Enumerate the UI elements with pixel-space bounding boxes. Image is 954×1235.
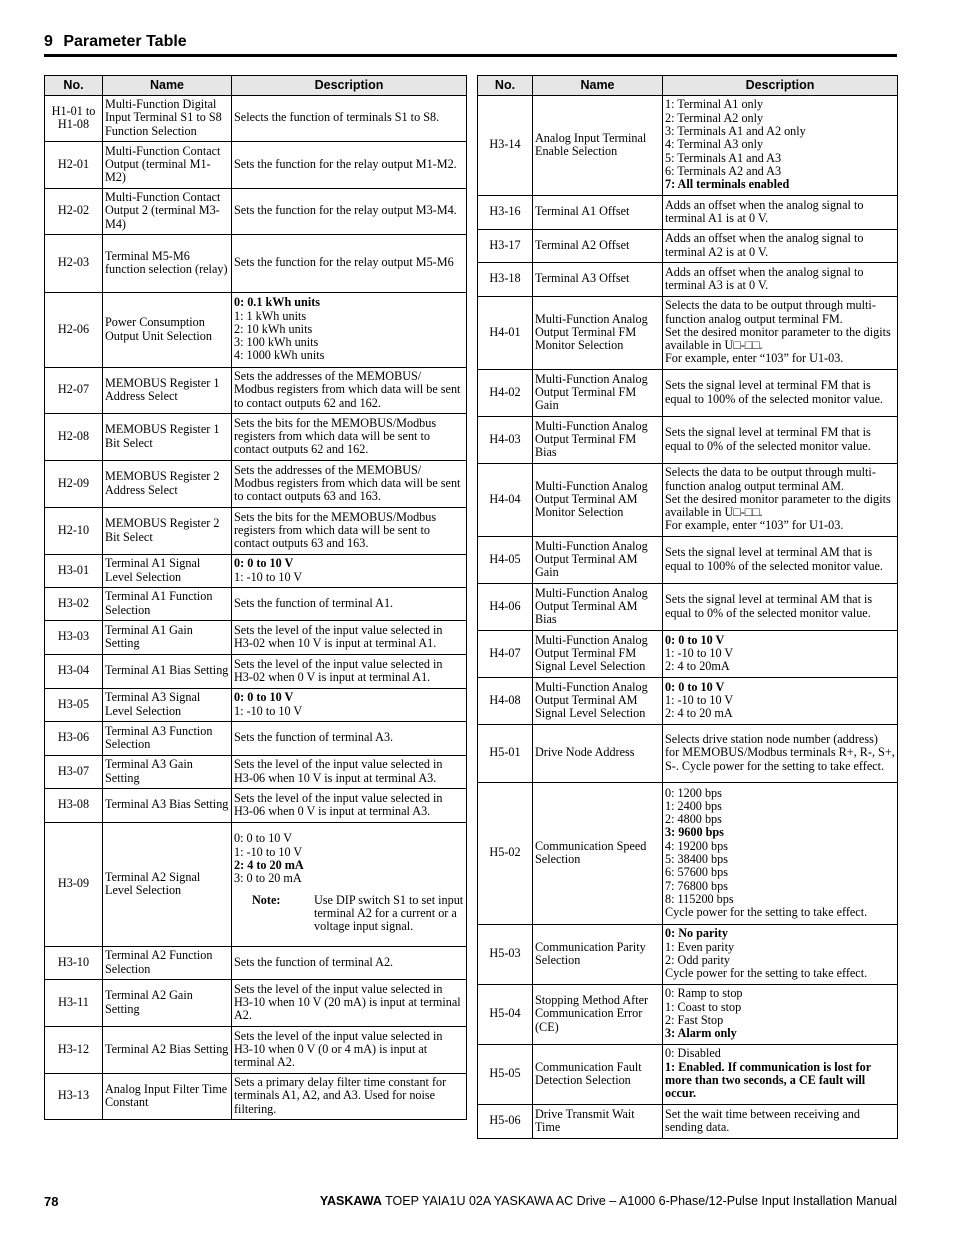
parameter-description (663, 297, 898, 370)
table-row (45, 508, 467, 555)
description-line: Set the desired monitor parameter to the digits available in U□-□□. (665, 491, 891, 520)
description-line: Set the wait time between receiving and sending data. (665, 1106, 860, 1134)
parameter-description (663, 1105, 898, 1139)
parameter-name: Multi-Function Analog Output Terminal AM Signal Level Selection (533, 678, 663, 725)
parameter-name: Terminal A1 Offset (533, 196, 663, 230)
table-row (478, 263, 898, 297)
description-line: Sets the signal level at terminal FM that is equal to 100% of the selected monitor value. (665, 378, 883, 406)
parameter-name: MEMOBUS Register 1 Address Select (103, 368, 232, 414)
parameter-number: H4-07 (478, 631, 533, 678)
description-line: Sets the level of the input value selected in H3-02 when 0 V is input at terminal A1. (234, 656, 443, 684)
description-line: 0: 0 to 10 V (234, 556, 294, 571)
description-line: Sets the function of terminal A1. (234, 595, 394, 610)
parameter-number: H3-03 (45, 621, 103, 655)
parameter-number: H3-08 (45, 789, 103, 823)
description-line: 1: -10 to 10 V (234, 844, 303, 859)
description-line: 0: 0 to 10 V (665, 679, 725, 694)
parameter-name: Multi-Function Analog Output Terminal FM Monitor Selection (533, 297, 663, 370)
parameter-name: MEMOBUS Register 2 Address Select (103, 461, 232, 508)
description-line: 1: -10 to 10 V (665, 692, 734, 707)
description-line: 2: Odd parity (665, 953, 730, 967)
parameter-number: H3-18 (478, 263, 533, 297)
parameter-name: Communication Parity Selection (533, 925, 663, 985)
parameter-description (232, 508, 467, 555)
description-line: 5: Terminals A1 and A3 (665, 150, 782, 165)
table-row (45, 1027, 467, 1074)
description-line: 1: 1 kWh units (234, 308, 307, 323)
description-line: Selects the data to be output through multi-function analog output terminal AM. (665, 465, 876, 493)
table-row (478, 1105, 898, 1139)
parameter-description (232, 189, 467, 235)
table-row (45, 189, 467, 235)
description-line: 3: 9600 bps (665, 825, 724, 840)
table-row (478, 725, 898, 783)
parameter-name: Terminal A3 Offset (533, 263, 663, 297)
description-line: Sets the level of the input value selected in H3-06 when 10 V is input at terminal A3. (234, 757, 443, 785)
description-line: Sets the level of the input value selected in H3-10 when 10 V (20 mA) is input at terminal A2. (234, 981, 461, 1023)
parameter-description (663, 678, 898, 725)
table-header-row (45, 76, 467, 96)
parameter-name: Terminal A2 Bias Setting (103, 1027, 232, 1074)
parameter-description (663, 1045, 898, 1105)
parameter-description (663, 370, 898, 417)
description-line: Sets the function for the relay output M5-M6 (234, 255, 454, 270)
description-line: Selects drive station node number (address) for MEMOBUS/Modbus terminals R+, R-, S+, S-. Cycle power for the setting to take effect. (665, 732, 895, 773)
column-header-name: Name (103, 76, 232, 96)
table-row (45, 588, 467, 621)
parameter-description (232, 588, 467, 621)
parameter-name: Analog Input Terminal Enable Selection (533, 96, 663, 196)
parameter-number: H2-01 (45, 142, 103, 189)
parameter-name: Multi-Function Analog Output Terminal AM Gain (533, 537, 663, 584)
table-row (45, 980, 467, 1027)
description-line: Adds an offset when the analog signal to terminal A2 is at 0 V. (665, 231, 864, 259)
description-line: 1: -10 to 10 V (234, 703, 303, 718)
description-line: Cycle power for the setting to take effect. (665, 905, 868, 920)
description-line: 2: 4 to 20mA (665, 659, 730, 674)
description-line: 2: 4800 bps (665, 812, 722, 827)
description-line: 0: 0 to 10 V (234, 831, 293, 846)
section-number: 9 (44, 33, 53, 50)
parameter-description (663, 631, 898, 678)
parameter-number: H5-05 (478, 1045, 533, 1105)
table-row (45, 555, 467, 588)
parameter-number: H5-01 (478, 725, 533, 783)
description-line: 0: 1200 bps (665, 785, 722, 800)
description-line: 2: 10 kWh units (234, 321, 313, 336)
description-line: Sets the function of terminal A2. (234, 954, 394, 969)
parameter-description (232, 235, 467, 293)
parameter-number: H3-14 (478, 96, 533, 196)
parameter-name: MEMOBUS Register 1 Bit Select (103, 414, 232, 461)
description-line: 2: 4 to 20 mA (234, 858, 304, 873)
table-row (45, 947, 467, 980)
parameter-number: H3-10 (45, 947, 103, 980)
parameter-number: H3-05 (45, 689, 103, 722)
parameter-number: H4-04 (478, 464, 533, 537)
description-line: 0: No parity (665, 926, 728, 941)
description-line: 1: -10 to 10 V (665, 645, 734, 660)
description-line: Sets the signal level at terminal AM that is equal to 0% of the selected monitor value. (665, 592, 873, 620)
parameter-name: Drive Node Address (533, 725, 663, 783)
parameter-description (232, 293, 467, 368)
description-line: 8: 115200 bps (665, 891, 734, 906)
description-line: 1: Enabled. If communication is lost for more than two seconds, a CE fault will occur. (665, 1059, 871, 1101)
parameter-number: H4-08 (478, 678, 533, 725)
parameter-description (663, 230, 898, 263)
parameter-number: H4-02 (478, 370, 533, 417)
parameter-description (663, 584, 898, 631)
parameter-description (232, 368, 467, 414)
parameter-name: Terminal A3 Function Selection (103, 722, 232, 756)
parameter-number: H5-03 (478, 925, 533, 985)
parameter-description (232, 555, 467, 588)
parameter-number: H3-07 (45, 756, 103, 789)
parameter-description (232, 722, 467, 756)
description-line: 2: Terminal A2 only (665, 110, 764, 125)
table-header-row (478, 76, 898, 96)
description-line: For example, enter “103” for U1-03. (665, 518, 844, 533)
description-line: Sets the function for the relay output M3-M4. (234, 203, 457, 218)
parameter-description (232, 461, 467, 508)
parameter-name: Multi-Function Contact Output 2 (terminal M3-M4) (103, 189, 232, 235)
table-row (478, 297, 898, 370)
table-row (478, 537, 898, 584)
parameter-name: Power Consumption Output Unit Selection (103, 293, 232, 368)
section-header (44, 33, 187, 51)
table-row (478, 678, 898, 725)
parameter-name: Multi-Function Analog Output Terminal FM Signal Level Selection (533, 631, 663, 678)
parameter-description (232, 756, 467, 789)
parameter-number: H2-06 (45, 293, 103, 368)
parameter-number: H3-06 (45, 722, 103, 756)
parameter-name: Terminal A1 Function Selection (103, 588, 232, 621)
parameter-name: Terminal A3 Signal Level Selection (103, 689, 232, 722)
column-header-description: Description (663, 76, 898, 96)
column-header-name: Name (533, 76, 663, 96)
description-line: 0: 0 to 10 V (234, 690, 294, 705)
description-line: 3: 100 kWh units (234, 335, 319, 350)
description-line: Set the desired monitor parameter to the digits available in U□-□□. (665, 324, 891, 353)
note (252, 894, 464, 934)
parameter-name: Terminal A1 Signal Level Selection (103, 555, 232, 588)
parameter-number: H4-01 (478, 297, 533, 370)
parameter-name: Analog Input Filter Time Constant (103, 1074, 232, 1120)
parameter-name: Multi-Function Analog Output Terminal AM Monitor Selection (533, 464, 663, 537)
description-line: Adds an offset when the analog signal to terminal A1 is at 0 V. (665, 197, 864, 225)
page-number: 78 (44, 1194, 59, 1209)
parameter-number: H3-09 (45, 823, 103, 947)
column-header-no: No. (45, 76, 103, 96)
parameter-name: Terminal A3 Bias Setting (103, 789, 232, 823)
description-line: Sets the signal level at terminal FM that is equal to 0% of the selected monitor value. (665, 425, 871, 453)
table-row (478, 196, 898, 230)
table-row (45, 789, 467, 823)
table-row (45, 722, 467, 756)
description-line: Sets the bits for the MEMOBUS/Modbus registers from which data will be sent to contact outputs 62 and 162. (234, 415, 437, 457)
description-line: 0: Disabled (665, 1046, 721, 1061)
description-line: Sets the signal level at terminal AM that is equal to 100% of the selected monitor value. (665, 545, 883, 573)
parameter-name: Terminal A3 Gain Setting (103, 756, 232, 789)
parameter-name: Communication Fault Detection Selection (533, 1045, 663, 1105)
table-row (478, 370, 898, 417)
parameter-description (663, 417, 898, 464)
description-line: Adds an offset when the analog signal to terminal A3 is at 0 V. (665, 264, 864, 292)
footer-title: TOEP YAIA1U 02A YASKAWA AC Drive – A1000 6-Phase/12-Pulse Input Installation Manual (385, 1194, 897, 1208)
table-row (45, 655, 467, 689)
table-row (45, 461, 467, 508)
parameter-number: H5-04 (478, 985, 533, 1045)
description-line: 4: 19200 bps (665, 838, 728, 853)
description-line: Sets the addresses of the MEMOBUS/ Modbus registers from which data will be sent to contact outputs 62 and 162. (234, 369, 461, 410)
table-row (478, 631, 898, 678)
parameter-name: Drive Transmit Wait Time (533, 1105, 663, 1139)
parameter-name: Terminal A2 Offset (533, 230, 663, 263)
description-line: 7: 76800 bps (665, 878, 728, 893)
parameter-description (232, 947, 467, 980)
description-line: Selects the data to be output through multi-function analog output terminal FM. (665, 298, 876, 326)
header-rule (44, 54, 897, 57)
parameter-description (232, 1027, 467, 1074)
table-row (478, 925, 898, 985)
description-line: 0: Ramp to stop (665, 986, 743, 1001)
table-row (478, 464, 898, 537)
description-line: 3: Terminals A1 and A2 only (665, 124, 806, 139)
section-title: Parameter Table (63, 33, 187, 50)
table-row (45, 823, 467, 947)
description-line: 1: Coast to stop (665, 999, 742, 1014)
description-line: Sets the function of terminal A3. (234, 730, 394, 745)
parameter-number: H3-13 (45, 1074, 103, 1120)
parameter-name: Terminal A1 Bias Setting (103, 655, 232, 689)
parameter-number: H2-03 (45, 235, 103, 293)
description-line: 5: 38400 bps (665, 852, 728, 866)
table-row (45, 1074, 467, 1120)
parameter-number: H4-03 (478, 417, 533, 464)
table-row (45, 293, 467, 368)
parameter-number: H3-04 (45, 655, 103, 689)
parameter-description (232, 142, 467, 189)
note-text: Use DIP switch S1 to set input terminal A2 for a current or a voltage input signal. (314, 892, 464, 934)
table-row (478, 1045, 898, 1105)
parameter-number: H2-10 (45, 508, 103, 555)
parameter-name: MEMOBUS Register 2 Bit Select (103, 508, 232, 555)
table-row (478, 417, 898, 464)
parameter-number: H5-02 (478, 783, 533, 925)
description-line: 7: All terminals enabled (665, 177, 790, 192)
parameter-description (663, 196, 898, 230)
parameter-description (232, 823, 467, 947)
description-line: 3: Alarm only (665, 1026, 737, 1041)
table-row (45, 96, 467, 142)
description-line: Sets the level of the input value selected in H3-02 when 10 V is input at terminal A1. (234, 622, 443, 650)
description-line: 4: Terminal A3 only (665, 137, 764, 152)
parameter-number: H4-05 (478, 537, 533, 584)
description-line: Sets the function for the relay output M1-M2. (234, 156, 457, 171)
description-line: Sets the level of the input value selected in H3-10 when 0 V (0 or 4 mA) is input at terminal A2. (234, 1028, 443, 1070)
table-row (45, 689, 467, 722)
description-line: 1: 2400 bps (665, 798, 722, 813)
description-line: Selects the function of terminals S1 to S8. (234, 110, 440, 125)
parameter-number: H2-07 (45, 368, 103, 414)
parameter-number: H4-06 (478, 584, 533, 631)
footer-manual-title (320, 1194, 897, 1208)
description-line: 1: Terminal A1 only (665, 97, 764, 112)
parameter-description (232, 414, 467, 461)
parameter-table-left (44, 75, 467, 1120)
parameter-number: H3-02 (45, 588, 103, 621)
parameter-number: H3-01 (45, 555, 103, 588)
footer-brand: YASKAWA (319, 1194, 382, 1208)
parameter-name: Terminal A2 Signal Level Selection (103, 823, 232, 947)
description-line: 0: 0 to 10 V (665, 632, 725, 647)
parameter-description (663, 537, 898, 584)
parameter-description (663, 464, 898, 537)
column-header-no: No. (478, 76, 533, 96)
description-line: 1: -10 to 10 V (234, 569, 303, 584)
parameter-number: H5-06 (478, 1105, 533, 1139)
parameter-number: H1-01 to H1-08 (45, 96, 103, 142)
description-line: Sets the bits for the MEMOBUS/Modbus registers from which data will be sent to contact outputs 63 and 163. (234, 509, 437, 551)
parameter-number: H3-11 (45, 980, 103, 1027)
description-line: 1: Even parity (665, 939, 735, 954)
description-line: 6: Terminals A2 and A3 (665, 163, 782, 178)
table-row (45, 142, 467, 189)
table-row (45, 368, 467, 414)
parameter-number: H3-12 (45, 1027, 103, 1074)
parameter-name: Multi-Function Analog Output Terminal AM Bias (533, 584, 663, 631)
parameter-description (232, 96, 467, 142)
parameter-description (232, 980, 467, 1027)
parameter-name: Communication Speed Selection (533, 783, 663, 925)
table-row (478, 783, 898, 925)
parameter-name: Terminal M5-M6 function selection (relay) (103, 235, 232, 293)
table-row (478, 985, 898, 1045)
column-header-description: Description (232, 76, 467, 96)
parameter-description (232, 789, 467, 823)
parameter-number: H3-17 (478, 230, 533, 263)
description-line: 6: 57600 bps (665, 865, 728, 880)
table-row (478, 584, 898, 631)
parameter-table-right (477, 75, 898, 1139)
description-line: Sets the level of the input value selected in H3-06 when 0 V is input at terminal A3. (234, 790, 443, 818)
table-row (478, 230, 898, 263)
parameter-number: H2-02 (45, 189, 103, 235)
note-label: Note: (252, 892, 281, 907)
description-line: Sets the addresses of the MEMOBUS/ Modbus registers from which data will be sent to contact outputs 63 and 163. (234, 462, 461, 504)
description-line: 2: 4 to 20 mA (665, 706, 733, 721)
parameter-description (232, 621, 467, 655)
parameter-name: Terminal A2 Function Selection (103, 947, 232, 980)
parameter-number: H2-09 (45, 461, 103, 508)
description-line: 4: 1000 kWh units (234, 348, 325, 363)
parameter-description (663, 925, 898, 985)
parameter-name: Terminal A2 Gain Setting (103, 980, 232, 1027)
parameter-description (663, 263, 898, 297)
parameter-name: Multi-Function Contact Output (terminal M1-M2) (103, 142, 232, 189)
parameter-description (232, 655, 467, 689)
table-row (45, 414, 467, 461)
parameter-name: Multi-Function Analog Output Terminal FM Bias (533, 417, 663, 464)
description-line: For example, enter “103” for U1-03. (665, 351, 844, 366)
parameter-description (232, 1074, 467, 1120)
table-row (45, 621, 467, 655)
parameter-name: Terminal A1 Gain Setting (103, 621, 232, 655)
table-row (478, 96, 898, 196)
parameter-description (663, 783, 898, 925)
parameter-description (663, 985, 898, 1045)
description-line: 2: Fast Stop (665, 1013, 724, 1027)
table-row (45, 756, 467, 789)
parameter-name: Stopping Method After Communication Error (CE) (533, 985, 663, 1045)
table-row (45, 235, 467, 293)
parameter-name: Multi-Function Digital Input Terminal S1 to S8 Function Selection (103, 96, 232, 142)
parameter-description (663, 96, 898, 196)
parameter-description (232, 689, 467, 722)
description-line: 3: 0 to 20 mA (234, 871, 302, 886)
description-line: Cycle power for the setting to take effect. (665, 966, 868, 981)
parameter-number: H3-16 (478, 196, 533, 230)
parameter-name: Multi-Function Analog Output Terminal FM Gain (533, 370, 663, 417)
parameter-number: H2-08 (45, 414, 103, 461)
description-line: Sets a primary delay filter time constant for terminals A1, A2, and A3. Used for noise filtering. (234, 1075, 447, 1116)
parameter-description (663, 725, 898, 783)
description-line: 0: 0.1 kWh units (234, 295, 321, 310)
